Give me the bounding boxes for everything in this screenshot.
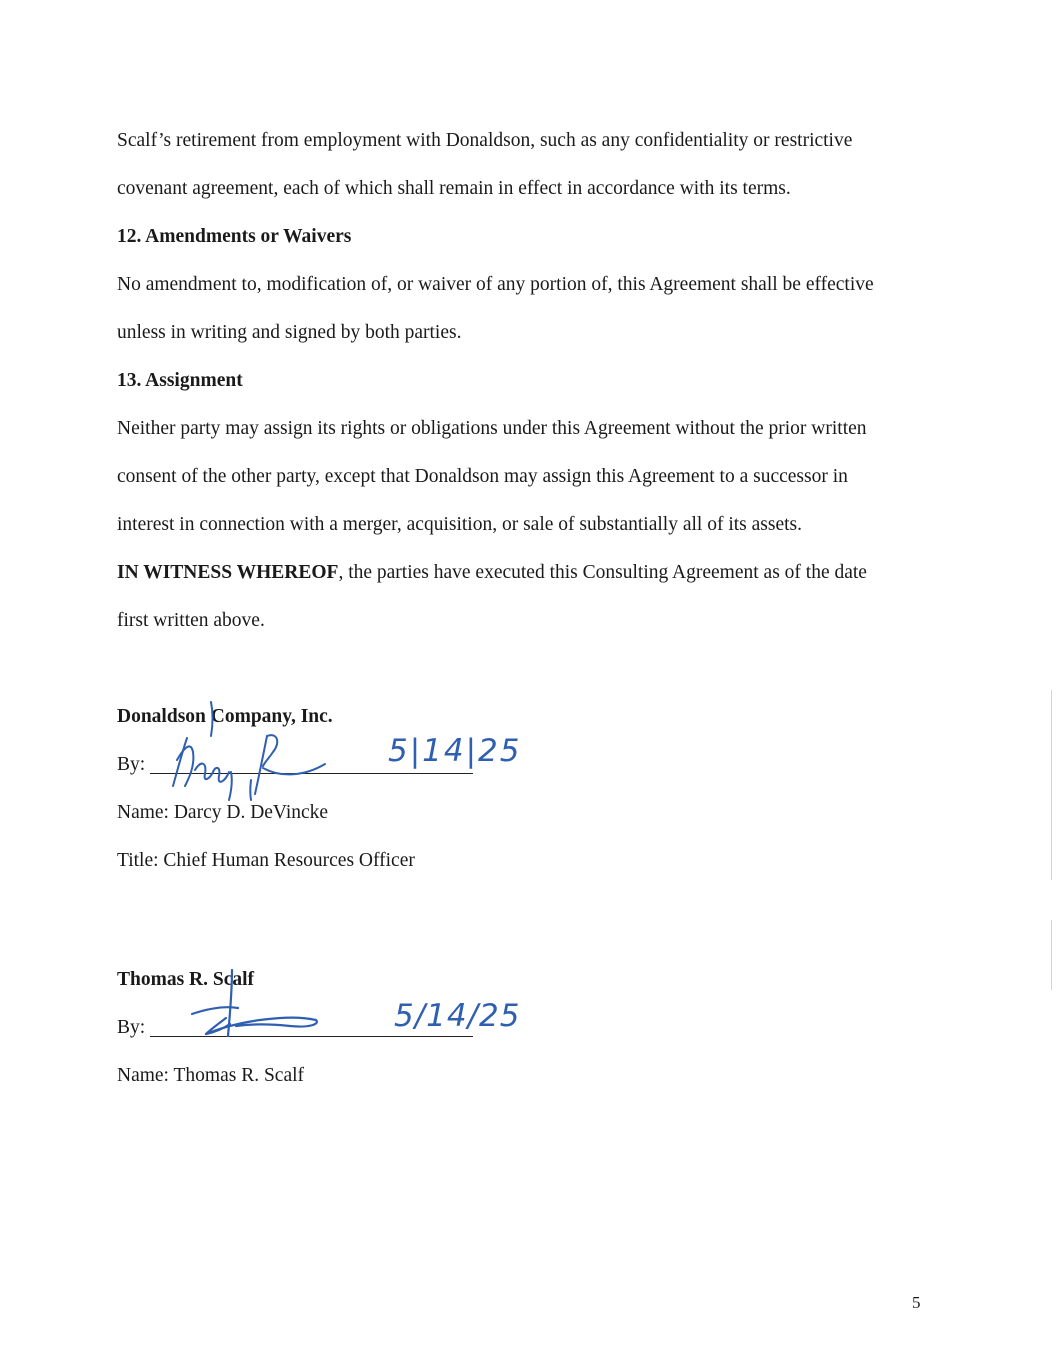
witness-lead: IN WITNESS WHEREOF xyxy=(117,562,339,583)
signatory-name: Name: Darcy D. DeVincke xyxy=(117,802,329,823)
by-label: By: xyxy=(117,754,146,775)
individual-party-name: Thomas R. Scalf xyxy=(117,969,255,990)
handwritten-signature-devincke xyxy=(155,696,355,806)
page-number: 5 xyxy=(912,1293,921,1312)
handwritten-date: 5|14|25 xyxy=(388,733,522,769)
body-text-line: Scalf’s retirement from employment with Donaldson, such as any confidentiality or restrictive xyxy=(117,130,853,151)
body-text-line: interest in connection with a merger, acquisition, or sale of substantially all of its assets. xyxy=(117,514,802,535)
body-text-line: covenant agreement, each of which shall remain in effect in accordance with its terms. xyxy=(117,178,791,199)
scan-edge-mark xyxy=(1051,690,1052,880)
signatory-name: Name: Thomas R. Scalf xyxy=(117,1065,305,1086)
body-text-line: No amendment to, modification of, or waiver of any portion of, this Agreement shall be effective xyxy=(117,274,874,295)
scan-edge-mark xyxy=(1051,920,1052,990)
company-party-name: Donaldson Company, Inc. xyxy=(117,706,333,727)
section-13-heading: 13. Assignment xyxy=(117,370,243,391)
handwritten-date: 5/14/25 xyxy=(394,998,521,1034)
witness-text: , the parties have executed this Consulting Agreement as of the date xyxy=(338,562,867,583)
by-label: By: xyxy=(117,1017,146,1038)
body-text-line: first written above. xyxy=(117,610,265,631)
body-text-line: consent of the other party, except that Donaldson may assign this Agreement to a successor in xyxy=(117,466,848,487)
body-text-line: unless in writing and signed by both parties. xyxy=(117,322,462,343)
section-12-heading: 12. Amendments or Waivers xyxy=(117,226,352,247)
signatory-title: Title: Chief Human Resources Officer xyxy=(117,850,415,871)
handwritten-signature-scalf xyxy=(180,962,330,1042)
witness-clause xyxy=(117,561,867,585)
body-text-line: Neither party may assign its rights or obligations under this Agreement without the prior written xyxy=(117,418,867,439)
